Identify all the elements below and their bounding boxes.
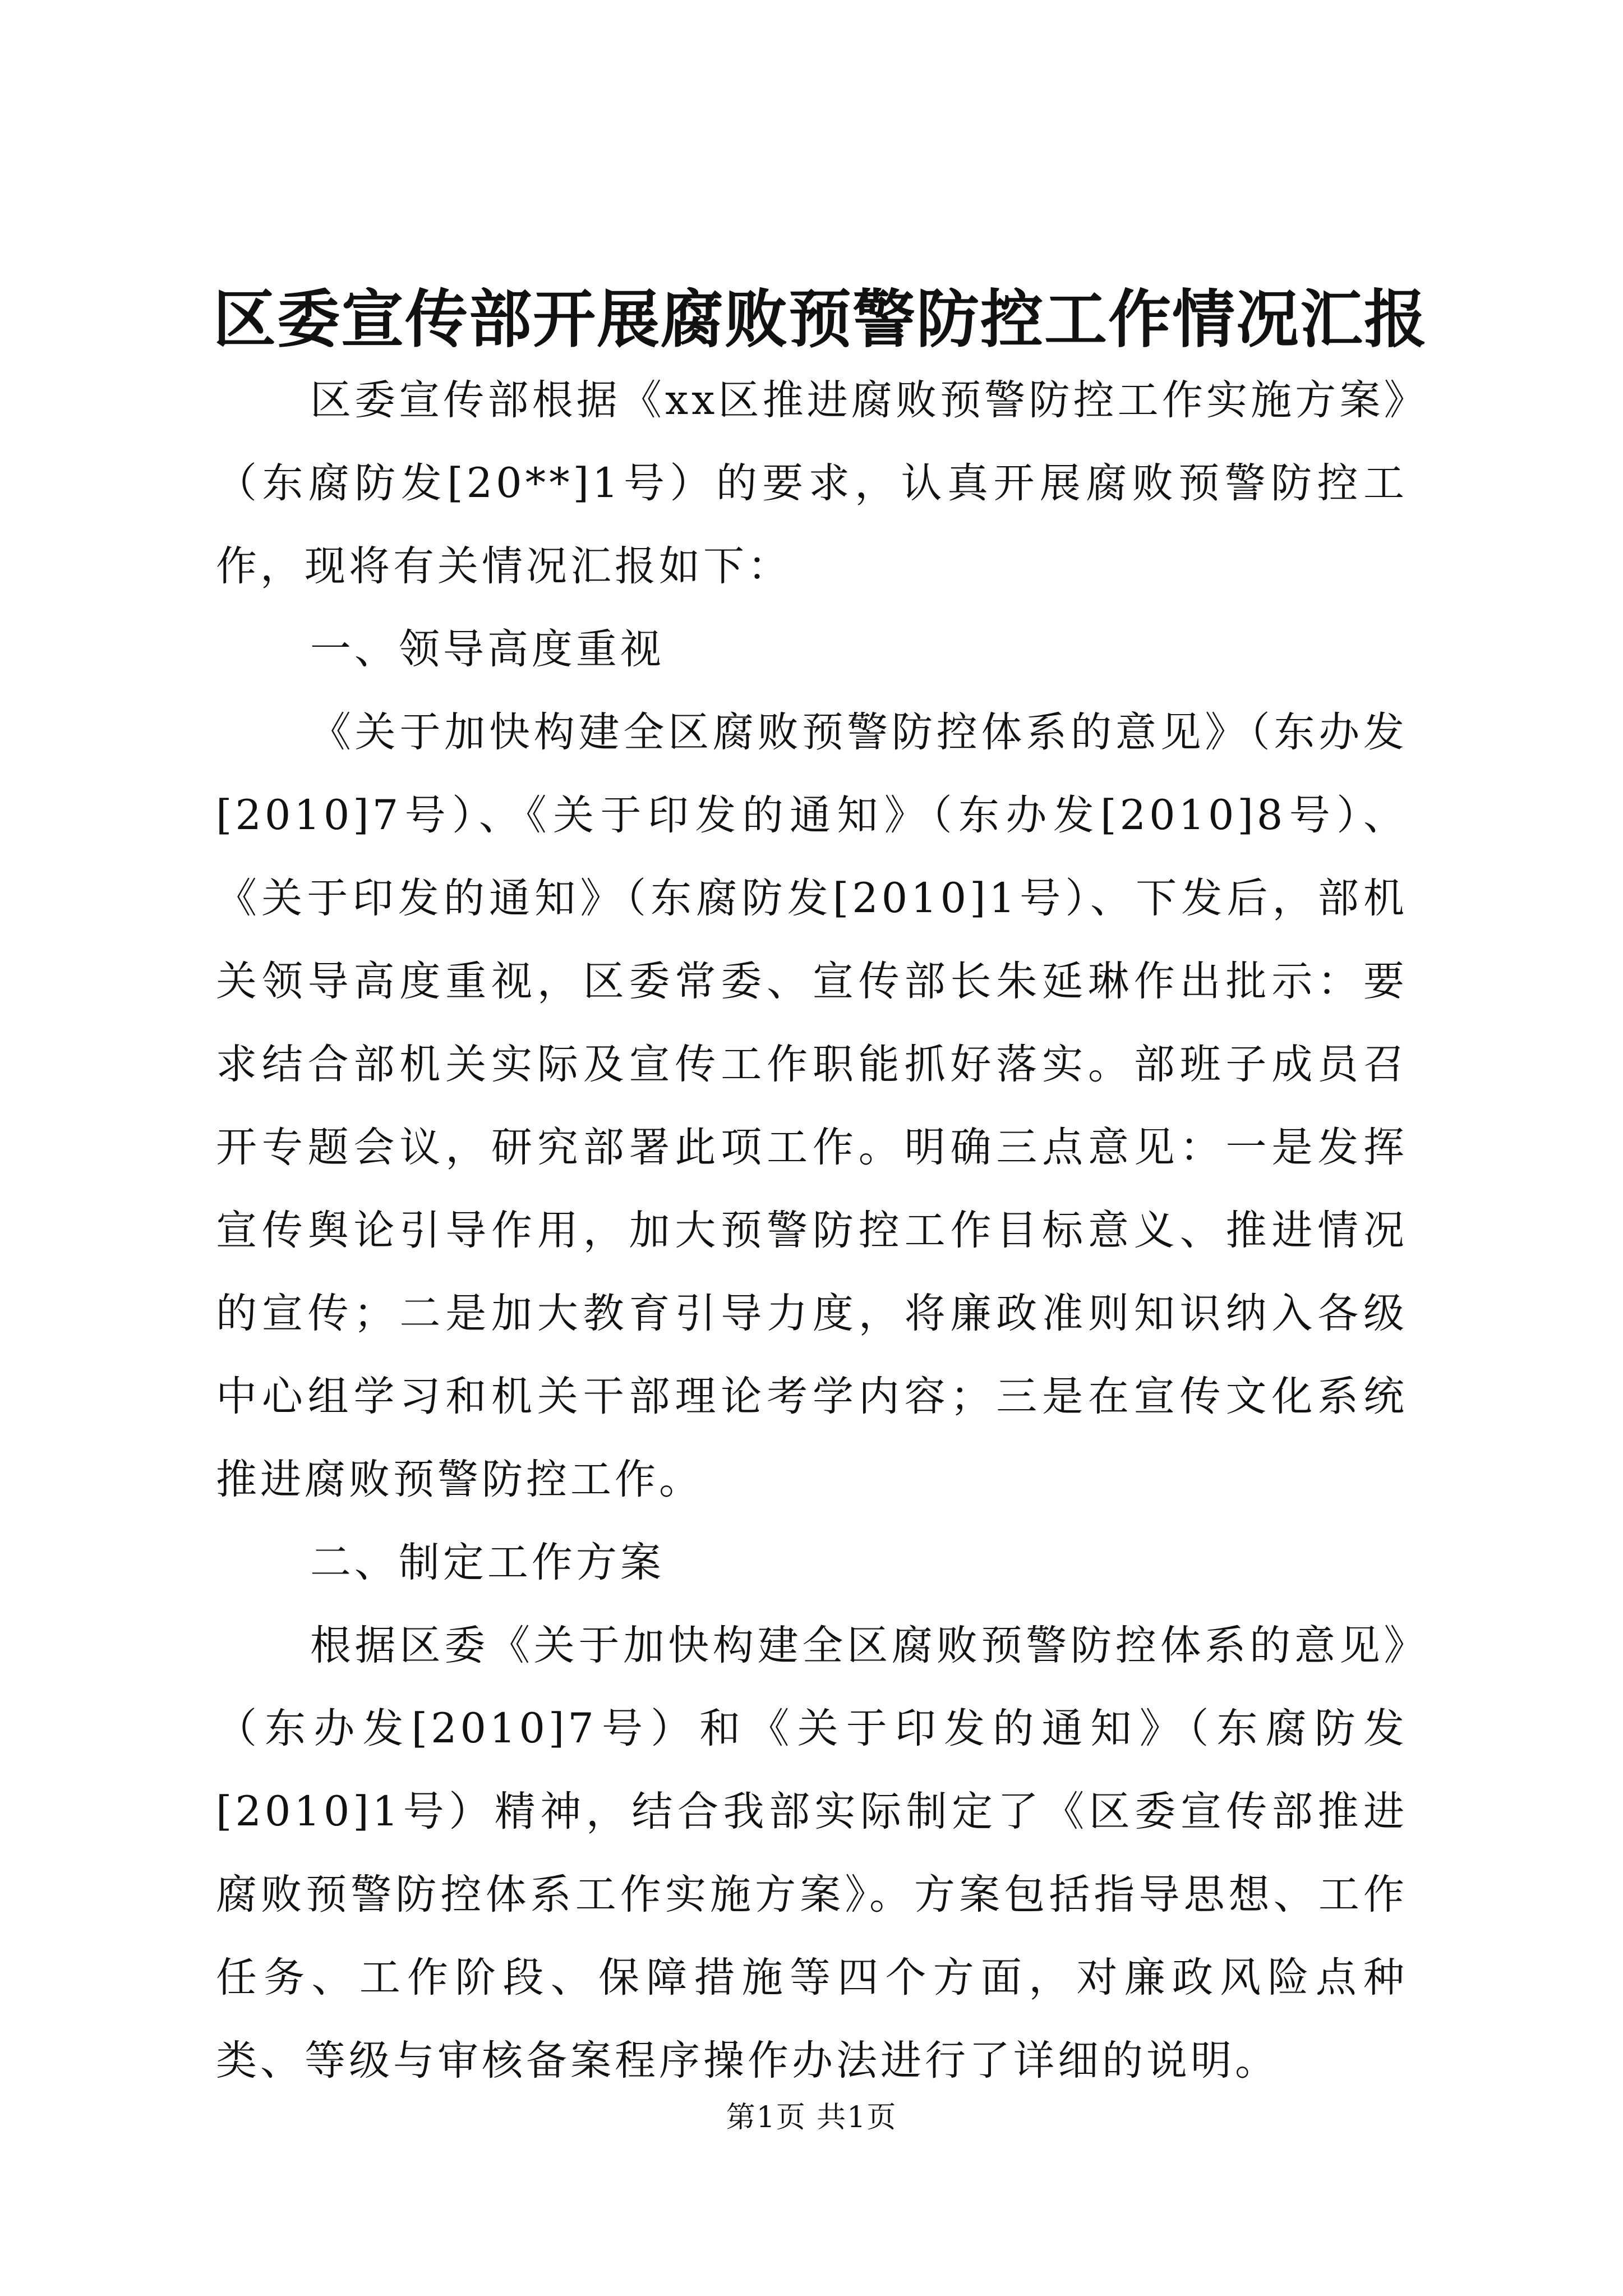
section-2-paragraph: 根据区委《关于加快构建全区腐败预警防控体系的意见》（东办发[2010]7号）和《关于印发的通知》（东腐防发[2010]1号）精神，结合我部实际制定了《区委宣传部推进腐败预警防控体系工作实施方案》。方案包括指导思想、工作任务、工作阶段、保障措施等四个方面，对廉政风险点种类、等级与审核备案程序操作办法进行了详细的说明。 <box>216 1622 1408 2085</box>
section-heading-2: 二、制定工作方案 <box>310 1539 665 1586</box>
document-title: 区委宣传部开展腐败预警防控工作情况汇报 <box>213 283 1428 356</box>
page-footer: 第1页 共1页 <box>726 2101 897 2134</box>
intro-paragraph: 区委宣传部根据《xx区推进腐败预警防控工作实施方案》（东腐防发[20**]1号）的要求，认真开展腐败预警防控工作，现将有关情况汇报如下： <box>216 376 1408 590</box>
section-heading-1: 一、领导高度重视 <box>310 625 665 673</box>
section-1-paragraph: 《关于加快构建全区腐败预警防控体系的意见》（东办发[2010]7号）、《关于印发的通知》（东办发[2010]8号）、《关于印发的通知》（东腐防发[2010]1号）、下发后，部机关领导高度重视，区委常委、宣传部长朱延琳作出批示：要求结合部机关实际及宣传工作职能抓好落实。部班子成员召开专题会议，研究部署此项工作。明确三点意见：一是发挥宣传舆论引导作用，加大预警防控工作目标意义、推进情况的宣传；二是加大教育引导力度，将廉政准则知识纳入各级中心组学习和机关干部理论考学内容；三是在宣传文化系统推进腐败预警防控工作。 <box>216 708 1408 1503</box>
document-body <box>216 359 1408 2102</box>
